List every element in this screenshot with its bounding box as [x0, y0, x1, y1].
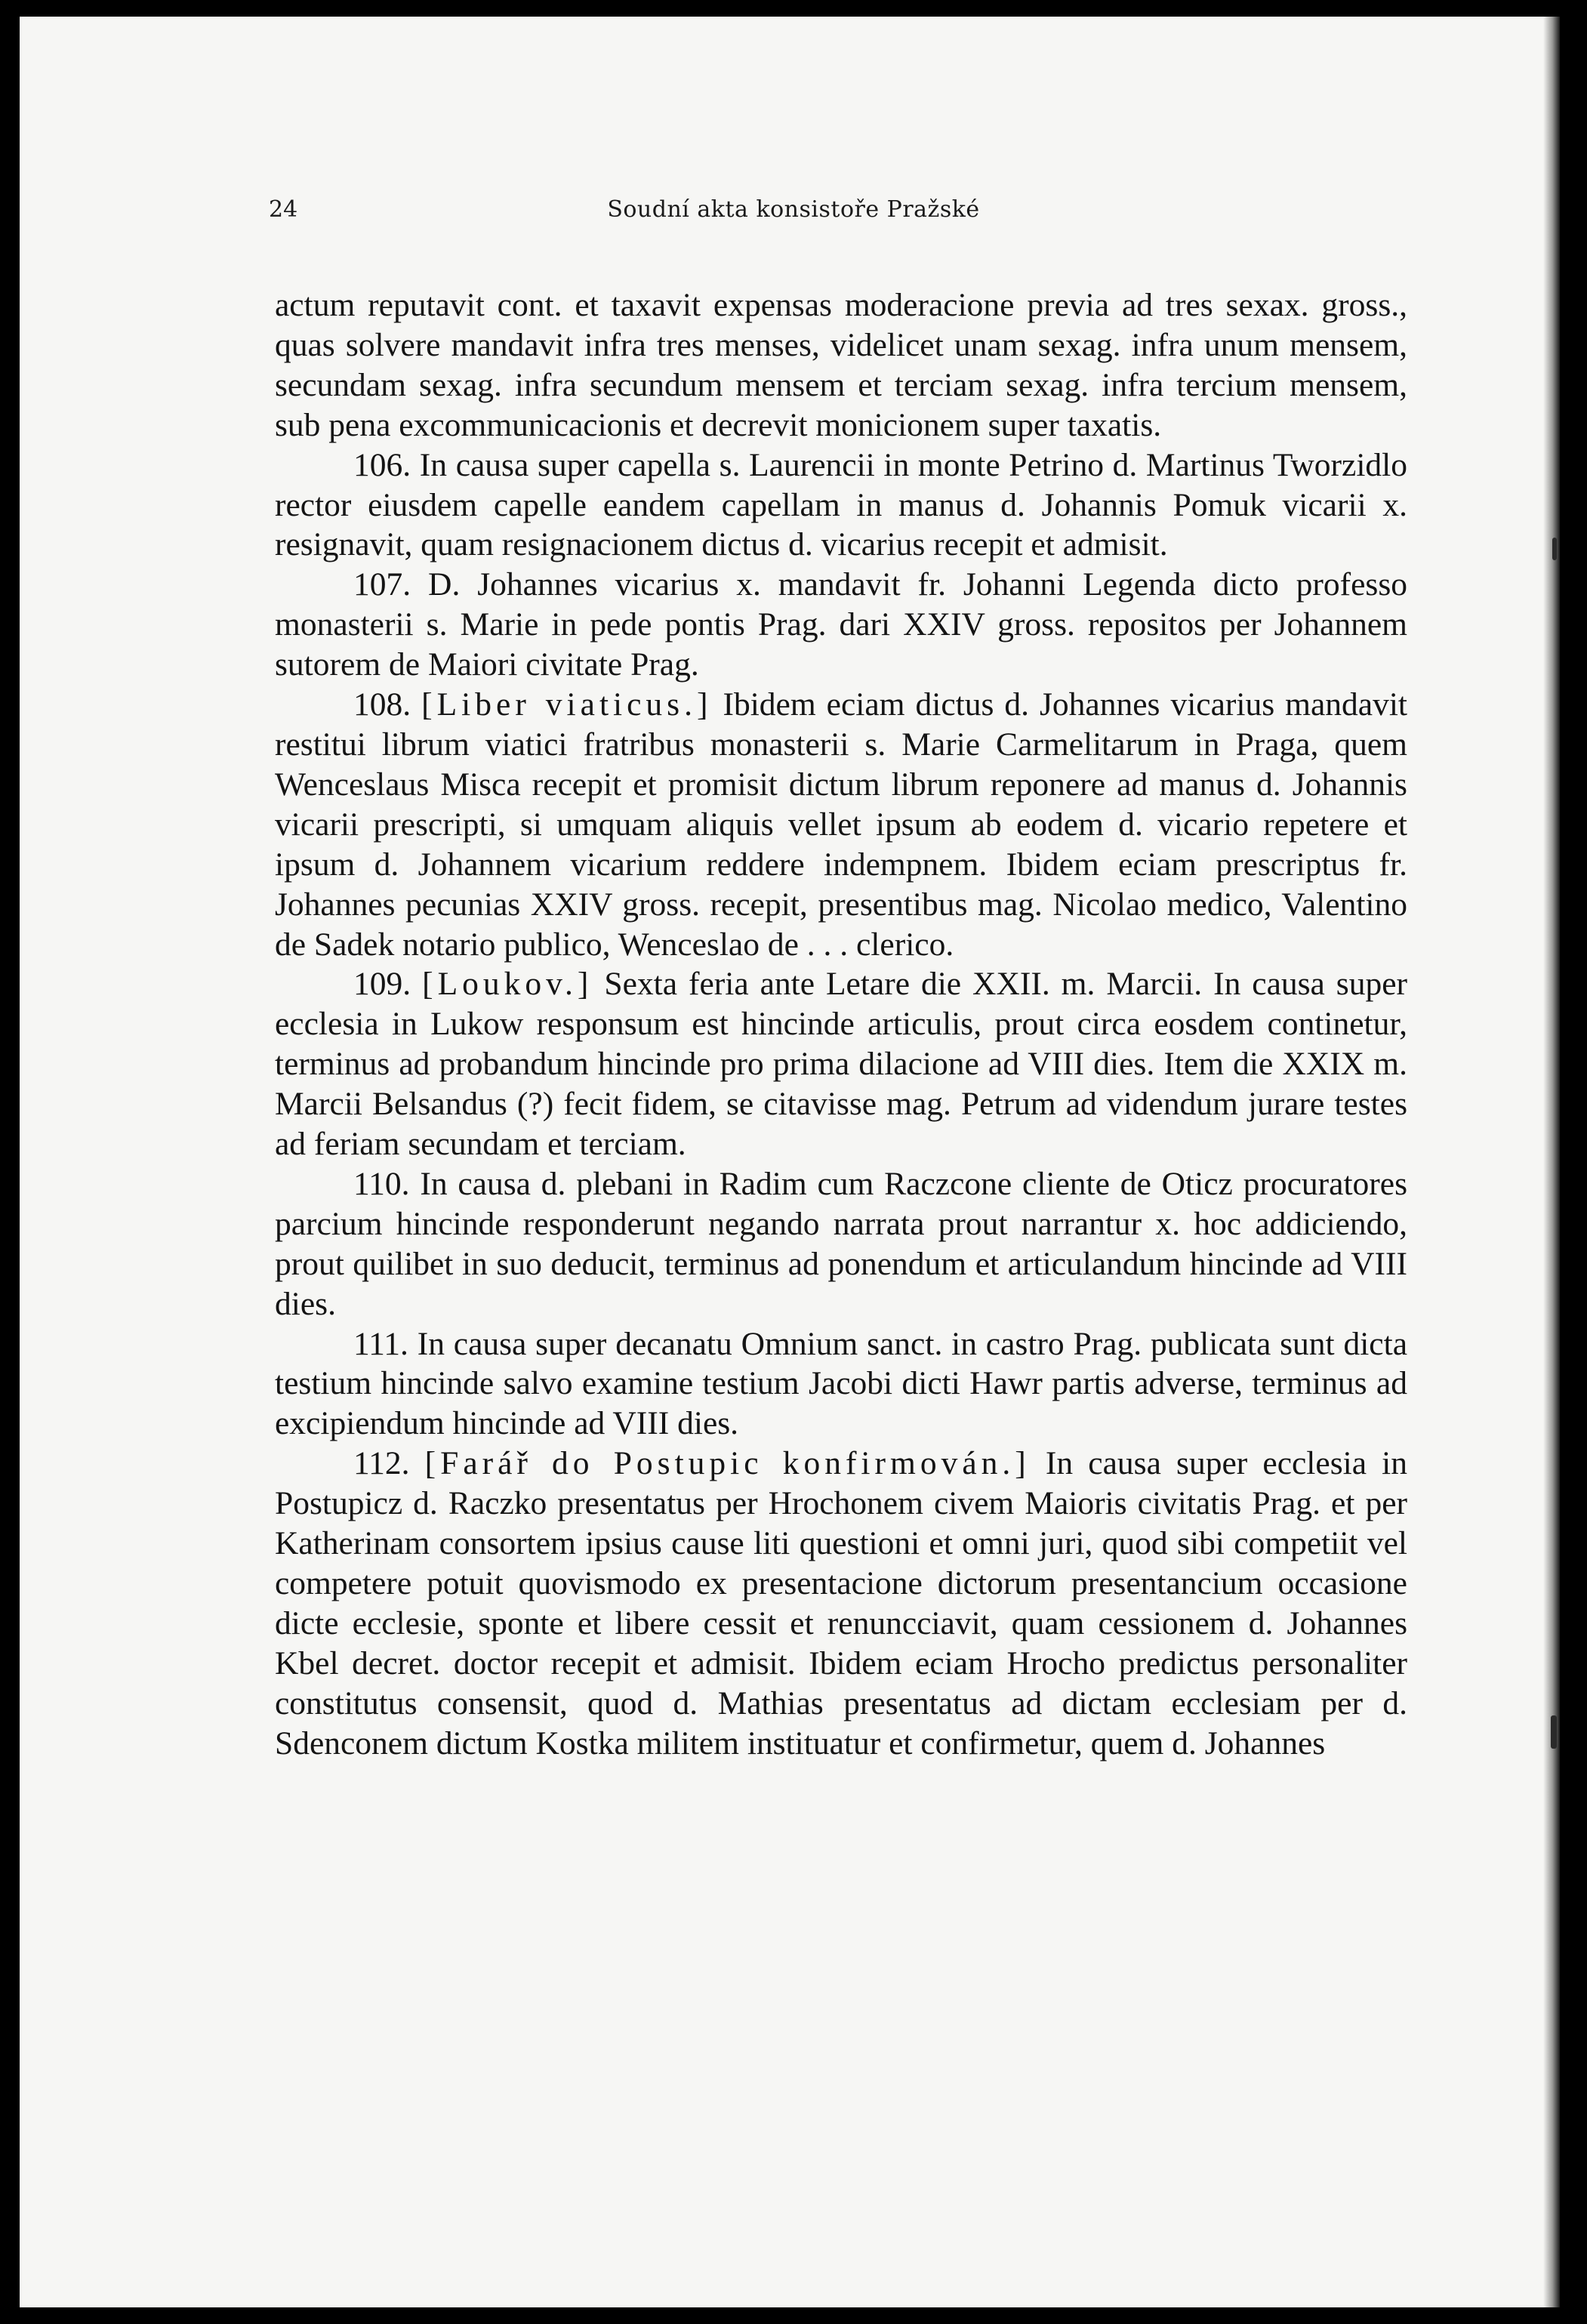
entry-heading: [Farář do Postupic konfirmován.] — [424, 1445, 1031, 1482]
entry-text: In causa super ecclesia in Postupicz d. Raczko presentatus per Hrochonem civem Maioris civitatis Prag. et per Katherinam consortem ipsius cause liti questioni et omni juri, quod sibi competiit vel competere potuit quovismodo ex presentacione dictorum presentancium occasione dicte ecclesie, sponte et libere cessit et renuncciavit, quam cessionem d. Johannes Kbel decret. doctor recepit et admisit. Ibidem eciam Hrocho predictus personaliter constitutus consensit, quod d. Mathias presentatus ad dictam ecclesiam per d. Sdenconem dictum Kostka militem instituatur et confirmetur, quem d. Johannes — [275, 1445, 1407, 1761]
body-text — [275, 285, 1407, 1764]
entry-text: In causa super capella s. Laurencii in monte Petrino d. Martinus Tworzidlo rector eiusdem capelle eandem capellam in manus d. Johannis Pomuk vicarii x. resignavit, quam resignacionem dictus d. vicarius recepit et admisit. — [275, 446, 1408, 563]
entry-number: 109. — [353, 966, 411, 1003]
entry-number: 110. — [353, 1165, 410, 1202]
book-page — [20, 17, 1560, 2307]
paragraph-106 — [275, 445, 1407, 566]
entry-text: In causa super decanatu Omnium sanct. in castro Prag. publicata sunt dicta testium hincinde salvo examine testium Jacobi dicti Hawr partis adverse, terminus ad excipiendum hincinde ad VIII dies. — [275, 1325, 1407, 1442]
paragraph-108 — [275, 685, 1407, 964]
entry-heading: [Loukov.] — [422, 966, 593, 1003]
entry-text: Ibidem eciam dictus d. Johannes vicarius mandavit restitui librum viatici fratribus monasterii s. Marie Carmelitarum in Praga, quem Wenceslaus Misca recepit et promisit dictum librum reponere ad manus d. Johannis vicarii prescripti, si umquam aliquis vellet ipsum ab eodem d. vicario repetere et ipsum d. Johannem vicarium reddere indempnem. Ibidem eciam prescriptus fr. Johannes pecunias XXIV gross. recepit, presentibus mag. Nicolao medico, Valentino de Sadek notario publico, Wenceslao de . . . clerico. — [275, 686, 1408, 963]
page-header — [269, 196, 1318, 234]
entry-number: 107. — [353, 566, 411, 603]
paragraph-110 — [275, 1164, 1407, 1324]
entry-number: 106. — [353, 446, 411, 483]
entry-number: 112. — [353, 1445, 410, 1482]
scan-mark — [1551, 1715, 1557, 1749]
page-number: 24 — [269, 196, 298, 223]
paragraph-111 — [275, 1324, 1407, 1444]
scan-mark — [1552, 538, 1557, 560]
entry-number: 111. — [353, 1325, 408, 1362]
entry-number: 108. — [353, 686, 411, 723]
entry-text: D. Johannes vicarius x. mandavit fr. Johanni Legenda dicto professo monasterii s. Marie in pede pontis Prag. dari XXIV gross. repositos per Johannem sutorem de Maiori civitate Prag. — [275, 566, 1407, 683]
paragraph-107 — [275, 565, 1407, 685]
entry-heading: [Liber viaticus.] — [421, 686, 713, 723]
paragraph-109 — [275, 964, 1407, 1164]
entry-text: In causa d. plebani in Radim cum Raczcone cliente de Oticz procuratores parcium hincinde responderunt negando narrata prout narrantur x. hoc addiciendo, prout quilibet in suo deducit, terminus ad ponendum et articulandum hincinde ad VIII dies. — [275, 1165, 1408, 1322]
paragraph-continuation: actum reputavit cont. et taxavit expensas moderacione previa ad tres sexax. gross., quas solvere mandavit infra tres menses, videlicet unam sexag. infra unum mensem, secundam sexag. infra secundum mensem et terciam sexag. infra tercium mensem, sub pena excommunicacionis et decrevit monicionem super taxatis. — [275, 287, 1407, 443]
running-title: Soudní akta konsistoře Pražské — [607, 196, 980, 223]
paragraph-112 — [275, 1444, 1407, 1763]
entry-text: Sexta feria ante Letare die XXII. m. Marcii. In causa super ecclesia in Lukow responsum est hincinde articulis, prout circa eosdem continetur, terminus ad probandum hincinde pro prima dilacione ad VIII dies. Item die XXIX m. Marcii Belsandus (?) fecit fidem, se citavisse mag. Petrum ad videndum jurare testes ad feriam secundam et terciam. — [275, 966, 1408, 1163]
page-edge-shadow — [1543, 17, 1560, 2307]
